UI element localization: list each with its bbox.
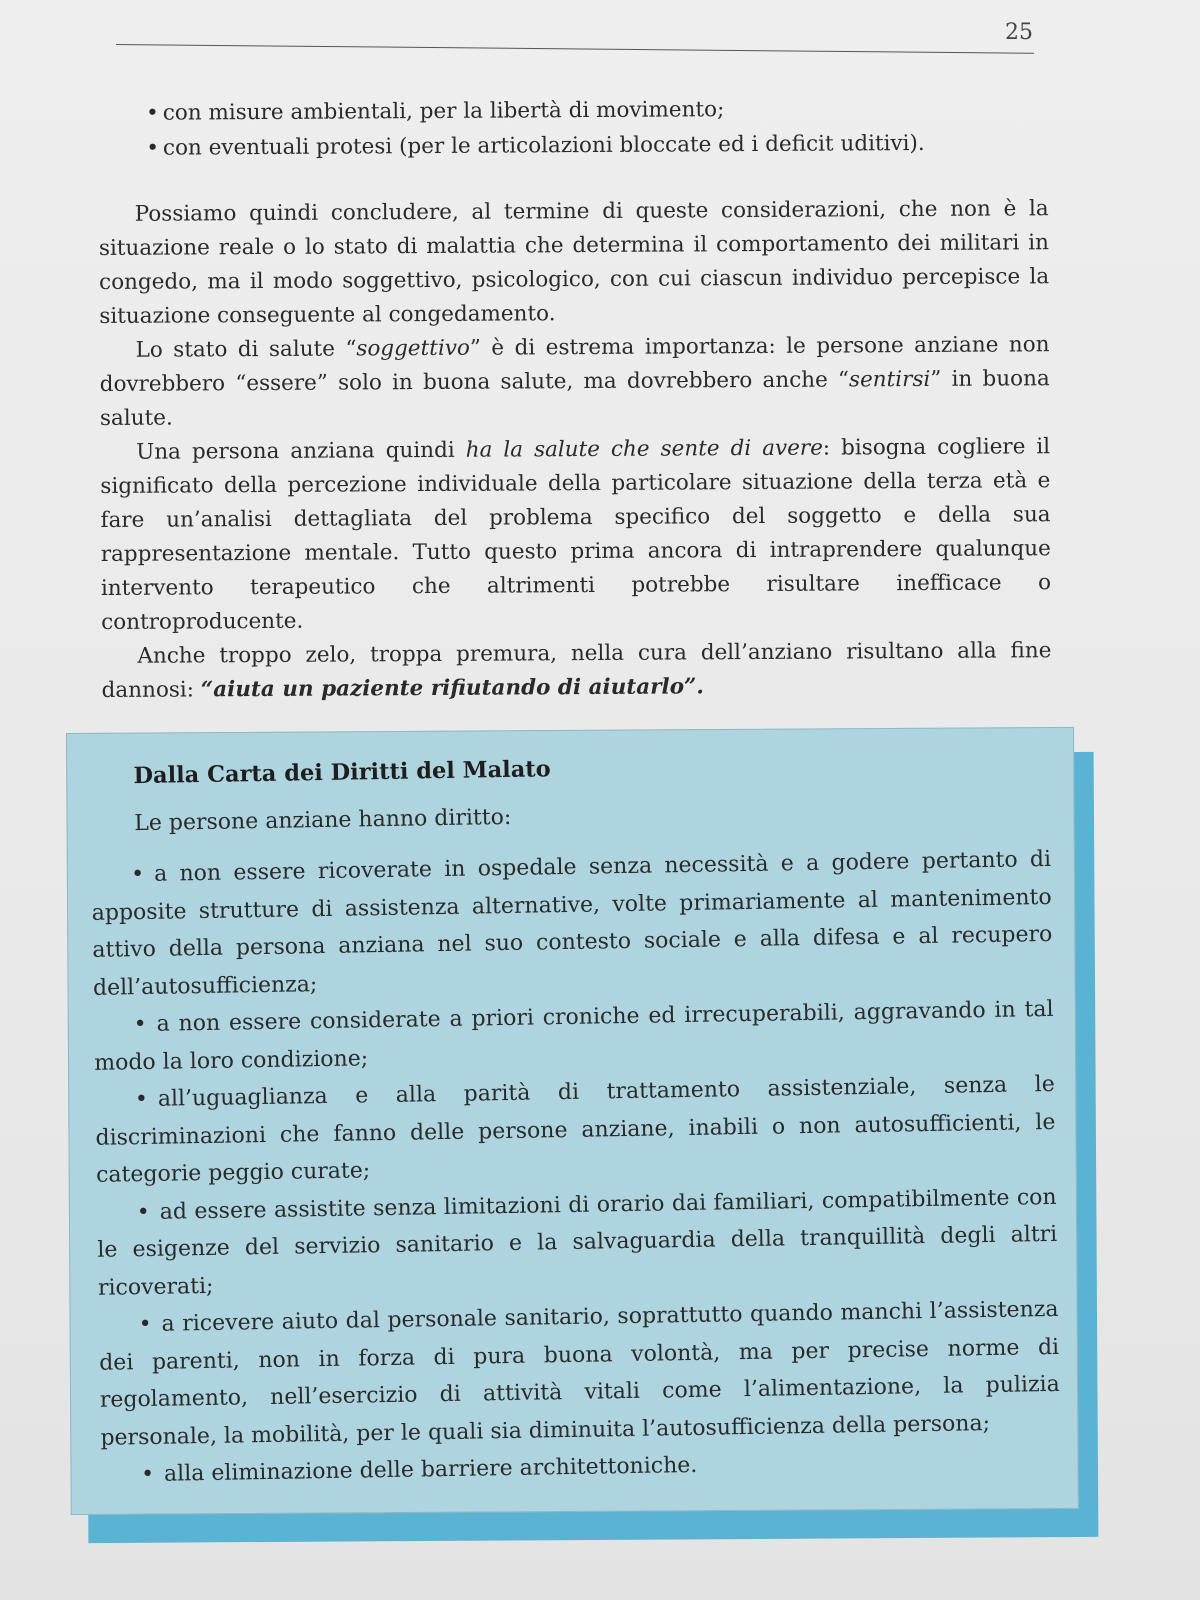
text-span: Lo stato di salute “	[135, 336, 357, 363]
list-item: • a ricevere aiuto dal personale sanitario, soprattutto quando manchi l’assistenza dei parenti, non in forza di pura buona volontà, ma per precise norme di regolamento, nell’esercizio di attività vitali come l’alimentazione, la pulizia personale, la mobilità, per le quali sia diminuita l’autosufficienza della persona;	[98, 1291, 1060, 1457]
list-item: • a non essere considerate a priori croniche ed irrecuperabili, aggravando in tal modo la loro condizione;	[93, 991, 1054, 1082]
list-item: • con eventuali protesi (per le articolazioni bloccate ed i deficit uditivi).	[146, 125, 1048, 166]
rights-box-content	[89, 738, 1061, 1494]
list-item: • con misure ambientali, per la libertà di movimento;	[146, 90, 1048, 131]
text-span: Anche troppo zelo, troppa premura, nella cura dell’anziano risultano alla fine dannosi:	[101, 638, 1052, 703]
box-title: Dalla Carta dei Diritti del Malato	[133, 756, 551, 790]
text-span: : bisogna cogliere il significato della percezione individuale della particolare situazione della terza età e fare un’analisi dettagliata del problema specifico del soggetto e della sua rappresentazione mentale. Tutto questo prima ancora di intraprendere qualunque intervento terapeutico che altrimenti potrebbe risultare inefficace o controproducente.	[100, 434, 1052, 635]
top-bullet-list	[146, 90, 1048, 166]
paragraph-conclusion: Possiamo quindi concludere, al termine di queste considerazioni, che non è la situazione reale o lo stato di malattia che determina il comportamento dei militari in congedo, ma il modo soggettivo, psicologico, con cui ciascun individuo percepisce la situazione conseguente al congedamento.	[98, 196, 1050, 329]
italic-soggettivo: soggettivo	[356, 335, 470, 362]
header-rule	[116, 44, 1034, 54]
rights-list	[91, 841, 1061, 1494]
list-item: • all’uguaglianza e alla parità di trattamento assistenziale, senza le discriminazioni che fanno delle persone anziane, inabili o non autosufficienti, le categorie peggio curate;	[95, 1066, 1057, 1194]
rights-box	[66, 727, 1079, 1515]
paragraph-zeal	[101, 634, 1051, 708]
list-item: • ad essere assistite senza limitazioni di orario dai familiari, compatibilmente con le esigenze del servizio sanitario e la salvaguardia della tranquillità degli altri ricoverati;	[96, 1178, 1058, 1306]
paragraph-subjective-health	[99, 328, 1050, 436]
italic-sentirsi: sentirsi	[848, 366, 931, 393]
bold-quote: “aiuta un paziente rifiutando di aiutarlo”.	[200, 674, 704, 703]
page-number: 25	[1005, 20, 1033, 45]
italic-emphasis: ha la salute che sente di avere	[465, 435, 823, 463]
list-item: • alla eliminazione delle barriere architettoniche.	[101, 1441, 1061, 1494]
list-item: • a non essere ricoverate in ospedale senza necessità e a godere pertanto di apposite strutture di assistenza alternative, volte primariamente al mantenimento attivo della persona anziana nel suo contesto sociale e alla difesa e al recupero dell’autosufficienza;	[91, 841, 1053, 1007]
paragraph-perception	[100, 430, 1051, 640]
text-span: ” in buona salute.	[99, 366, 1050, 431]
box-intro: Le persone anziane hanno diritto:	[134, 804, 512, 837]
text-span: Una persona anziana quindi	[136, 437, 466, 465]
main-text	[98, 90, 1052, 708]
text-span: ” è di estrema importanza: le persone anziane non dovrebbero “essere” solo in buona salute, ma dovrebbero anche “	[99, 332, 1050, 397]
